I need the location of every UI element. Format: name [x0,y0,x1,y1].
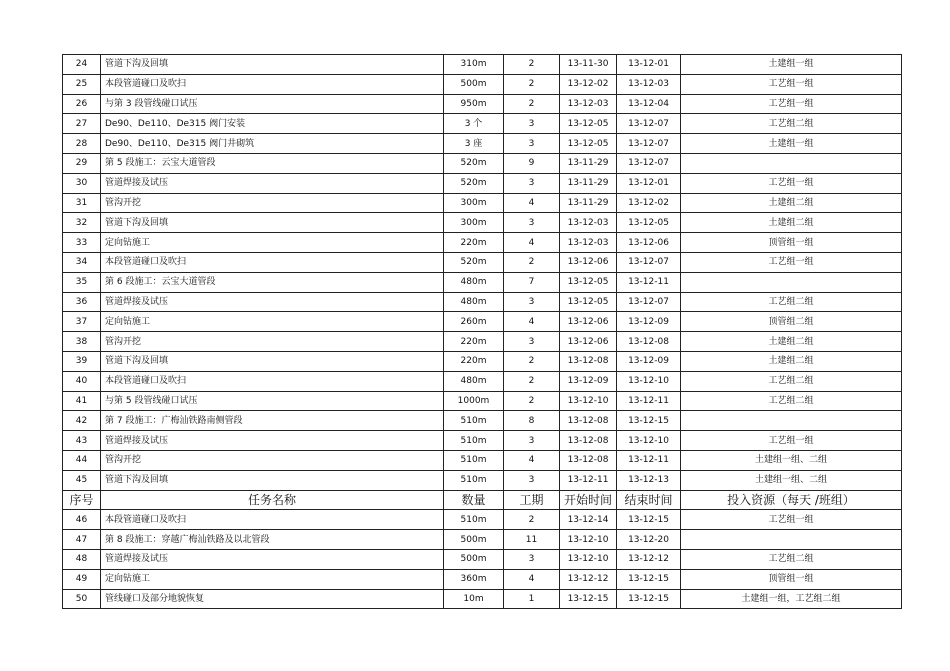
row-start: 13-12-05 [560,272,617,292]
row-task: 第 5 段施工：云宝大道管段 [101,153,444,173]
row-resource: 土建组二组 [681,213,902,233]
row-start: 13-12-06 [560,252,617,272]
row-start: 13-11-30 [560,55,617,75]
row-task: 管道下沟及回填 [101,470,444,490]
row-qty: 520m [444,252,504,272]
row-end: 13-12-15 [617,569,681,589]
table-row [63,153,902,173]
row-end: 13-12-07 [617,153,681,173]
row-task: 第 7 段施工：广梅汕铁路南侧管段 [101,411,444,431]
row-qty: 510m [444,450,504,470]
row-qty: 510m [444,411,504,431]
row-qty: 510m [444,431,504,451]
table-row [63,351,902,371]
row-qty: 520m [444,173,504,193]
row-no: 43 [63,431,101,451]
row-resource [681,411,902,431]
row-task: 本段管道碰口及吹扫 [101,510,444,530]
row-days: 2 [504,351,560,371]
row-start: 13-12-12 [560,569,617,589]
row-start: 13-12-08 [560,450,617,470]
row-qty: 300m [444,193,504,213]
row-task: 本段管道碰口及吹扫 [101,252,444,272]
row-days: 4 [504,569,560,589]
row-qty: 520m [444,153,504,173]
row-qty: 500m [444,530,504,550]
schedule-rows-top [63,55,902,491]
row-resource: 工艺组一组 [681,252,902,272]
table-row [63,55,902,75]
row-start: 13-12-14 [560,510,617,530]
row-resource: 土建组二组 [681,332,902,352]
row-end: 13-12-07 [617,114,681,134]
row-start: 13-11-29 [560,153,617,173]
table-row [63,173,902,193]
row-days: 7 [504,272,560,292]
row-days: 2 [504,94,560,114]
row-end: 13-12-04 [617,94,681,114]
row-qty: 10m [444,589,504,609]
row-days: 2 [504,391,560,411]
row-task: 管道焊接及试压 [101,431,444,451]
table-row [63,114,902,134]
row-no: 40 [63,371,101,391]
row-days: 3 [504,470,560,490]
row-resource [681,272,902,292]
row-no: 29 [63,153,101,173]
row-start: 13-12-03 [560,94,617,114]
row-task: 管道下沟及回填 [101,55,444,75]
row-qty: 260m [444,312,504,332]
row-resource: 顶管组一组 [681,569,902,589]
row-qty: 3 座 [444,134,504,154]
row-no: 41 [63,391,101,411]
row-start: 13-12-10 [560,549,617,569]
row-days: 2 [504,371,560,391]
row-task: 与第 5 段管线碰口试压 [101,391,444,411]
row-resource: 土建组一组、二组 [681,470,902,490]
row-start: 13-12-08 [560,411,617,431]
row-resource: 土建组二组 [681,351,902,371]
row-qty: 3 个 [444,114,504,134]
row-end: 13-12-01 [617,173,681,193]
row-no: 46 [63,510,101,530]
table-row [63,589,902,609]
row-no: 49 [63,569,101,589]
row-start: 13-12-03 [560,233,617,253]
table-row [63,391,902,411]
row-resource: 土建组二组 [681,193,902,213]
row-resource: 工艺组一组 [681,510,902,530]
row-no: 28 [63,134,101,154]
row-start: 13-12-09 [560,371,617,391]
row-qty: 480m [444,272,504,292]
row-end: 13-12-15 [617,589,681,609]
row-task: 管道下沟及回填 [101,351,444,371]
row-no: 35 [63,272,101,292]
table-row [63,411,902,431]
row-qty: 510m [444,510,504,530]
row-start: 13-12-11 [560,470,617,490]
row-qty: 480m [444,292,504,312]
row-start: 13-12-05 [560,134,617,154]
row-resource: 土建组一组 [681,55,902,75]
row-resource: 工艺组一组 [681,94,902,114]
row-qty: 360m [444,569,504,589]
header-end: 结束时间 [617,490,681,510]
row-start: 13-12-05 [560,114,617,134]
table-row [63,213,902,233]
row-task: 管道焊接及试压 [101,549,444,569]
row-start: 13-12-05 [560,292,617,312]
row-end: 13-12-09 [617,312,681,332]
row-resource [681,530,902,550]
row-days: 3 [504,549,560,569]
row-task: 第 8 段施工：穿越广梅汕铁路及以北管段 [101,530,444,550]
row-qty: 510m [444,470,504,490]
row-end: 13-12-03 [617,74,681,94]
row-end: 13-12-20 [617,530,681,550]
row-no: 27 [63,114,101,134]
row-end: 13-12-11 [617,450,681,470]
row-days: 8 [504,411,560,431]
row-qty: 500m [444,74,504,94]
row-qty: 310m [444,55,504,75]
row-end: 13-12-05 [617,213,681,233]
row-resource: 土建组一组，工艺组二组 [681,589,902,609]
table-row [63,332,902,352]
row-task: De90、De110、De315 阀门安装 [101,114,444,134]
row-start: 13-12-06 [560,312,617,332]
row-start: 13-11-29 [560,193,617,213]
row-no: 30 [63,173,101,193]
row-resource: 土建组一组 [681,134,902,154]
row-resource: 顶管组一组 [681,233,902,253]
row-days: 4 [504,233,560,253]
row-end: 13-12-07 [617,292,681,312]
row-task: 与第 3 段管线碰口试压 [101,94,444,114]
row-task: 本段管道碰口及吹扫 [101,74,444,94]
row-task: 管道下沟及回填 [101,213,444,233]
row-end: 13-12-11 [617,391,681,411]
row-days: 3 [504,114,560,134]
row-task: 管沟开挖 [101,450,444,470]
row-start: 13-12-10 [560,391,617,411]
row-end: 13-12-06 [617,233,681,253]
row-resource [681,153,902,173]
row-days: 2 [504,55,560,75]
row-start: 13-11-29 [560,173,617,193]
row-end: 13-12-10 [617,371,681,391]
row-end: 13-12-12 [617,549,681,569]
row-qty: 300m [444,213,504,233]
row-days: 4 [504,312,560,332]
header-start: 开始时间 [560,490,617,510]
row-end: 13-12-09 [617,351,681,371]
row-end: 13-12-10 [617,431,681,451]
row-qty: 500m [444,549,504,569]
row-resource: 工艺组一组 [681,173,902,193]
schedule-table [62,54,902,609]
row-days: 2 [504,252,560,272]
table-row [63,470,902,490]
row-days: 4 [504,193,560,213]
row-end: 13-12-08 [617,332,681,352]
row-days: 4 [504,450,560,470]
row-days: 11 [504,530,560,550]
table-row [63,94,902,114]
row-end: 13-12-02 [617,193,681,213]
row-no: 47 [63,530,101,550]
table-row [63,134,902,154]
row-end: 13-12-07 [617,134,681,154]
row-no: 39 [63,351,101,371]
row-task: 管沟开挖 [101,193,444,213]
row-qty: 220m [444,332,504,352]
row-task: 本段管道碰口及吹扫 [101,371,444,391]
row-days: 2 [504,74,560,94]
row-qty: 950m [444,94,504,114]
table-row [63,431,902,451]
row-qty: 220m [444,233,504,253]
row-no: 36 [63,292,101,312]
table-row [63,272,902,292]
header-task: 任务名称 [101,490,444,510]
row-end: 13-12-07 [617,252,681,272]
table-row [63,193,902,213]
row-task: 定向钻施工 [101,312,444,332]
table-row [63,549,902,569]
row-resource: 工艺组二组 [681,391,902,411]
row-task: 定向钻施工 [101,233,444,253]
row-days: 2 [504,510,560,530]
table-row [63,510,902,530]
row-end: 13-12-15 [617,510,681,530]
schedule-rows-bottom [63,510,902,609]
row-resource: 工艺组一组 [681,431,902,451]
row-qty: 480m [444,371,504,391]
row-days: 1 [504,589,560,609]
row-resource: 顶管组二组 [681,312,902,332]
table-row [63,74,902,94]
row-no: 37 [63,312,101,332]
row-start: 13-12-08 [560,431,617,451]
row-task: 管线碰口及部分地貌恢复 [101,589,444,609]
row-start: 13-12-02 [560,74,617,94]
row-task: De90、De110、De315 阀门井砌筑 [101,134,444,154]
row-no: 33 [63,233,101,253]
row-no: 32 [63,213,101,233]
row-qty: 1000m [444,391,504,411]
row-resource: 工艺组二组 [681,549,902,569]
row-no: 26 [63,94,101,114]
row-days: 9 [504,153,560,173]
row-task: 第 6 段施工：云宝大道管段 [101,272,444,292]
row-no: 48 [63,549,101,569]
row-resource: 工艺组一组 [681,74,902,94]
row-task: 管沟开挖 [101,332,444,352]
header-row [63,490,902,510]
header-qty: 数量 [444,490,504,510]
row-task: 管道焊接及试压 [101,173,444,193]
row-end: 13-12-13 [617,470,681,490]
table-row [63,292,902,312]
row-no: 50 [63,589,101,609]
table-row [63,530,902,550]
row-no: 34 [63,252,101,272]
row-days: 3 [504,332,560,352]
row-no: 38 [63,332,101,352]
row-days: 3 [504,213,560,233]
header-resource: 投入资源（每天 /班组） [681,490,902,510]
table-row [63,569,902,589]
table-row [63,233,902,253]
row-resource: 工艺组二组 [681,371,902,391]
schedule-header [63,490,902,510]
row-no: 44 [63,450,101,470]
row-start: 13-12-10 [560,530,617,550]
row-resource: 工艺组二组 [681,114,902,134]
header-no: 序号 [63,490,101,510]
row-start: 13-12-15 [560,589,617,609]
table-row [63,252,902,272]
row-days: 3 [504,134,560,154]
row-days: 3 [504,431,560,451]
table-row [63,312,902,332]
table-row [63,450,902,470]
row-no: 25 [63,74,101,94]
table-row [63,371,902,391]
row-start: 13-12-08 [560,351,617,371]
row-no: 31 [63,193,101,213]
row-days: 3 [504,173,560,193]
row-days: 3 [504,292,560,312]
row-end: 13-12-15 [617,411,681,431]
row-no: 45 [63,470,101,490]
row-start: 13-12-06 [560,332,617,352]
row-resource: 土建组一组、二组 [681,450,902,470]
row-end: 13-12-01 [617,55,681,75]
row-end: 13-12-11 [617,272,681,292]
row-no: 24 [63,55,101,75]
row-task: 管道焊接及试压 [101,292,444,312]
row-task: 定向钻施工 [101,569,444,589]
row-qty: 220m [444,351,504,371]
row-resource: 工艺组二组 [681,292,902,312]
header-days: 工期 [504,490,560,510]
row-start: 13-12-03 [560,213,617,233]
row-no: 42 [63,411,101,431]
